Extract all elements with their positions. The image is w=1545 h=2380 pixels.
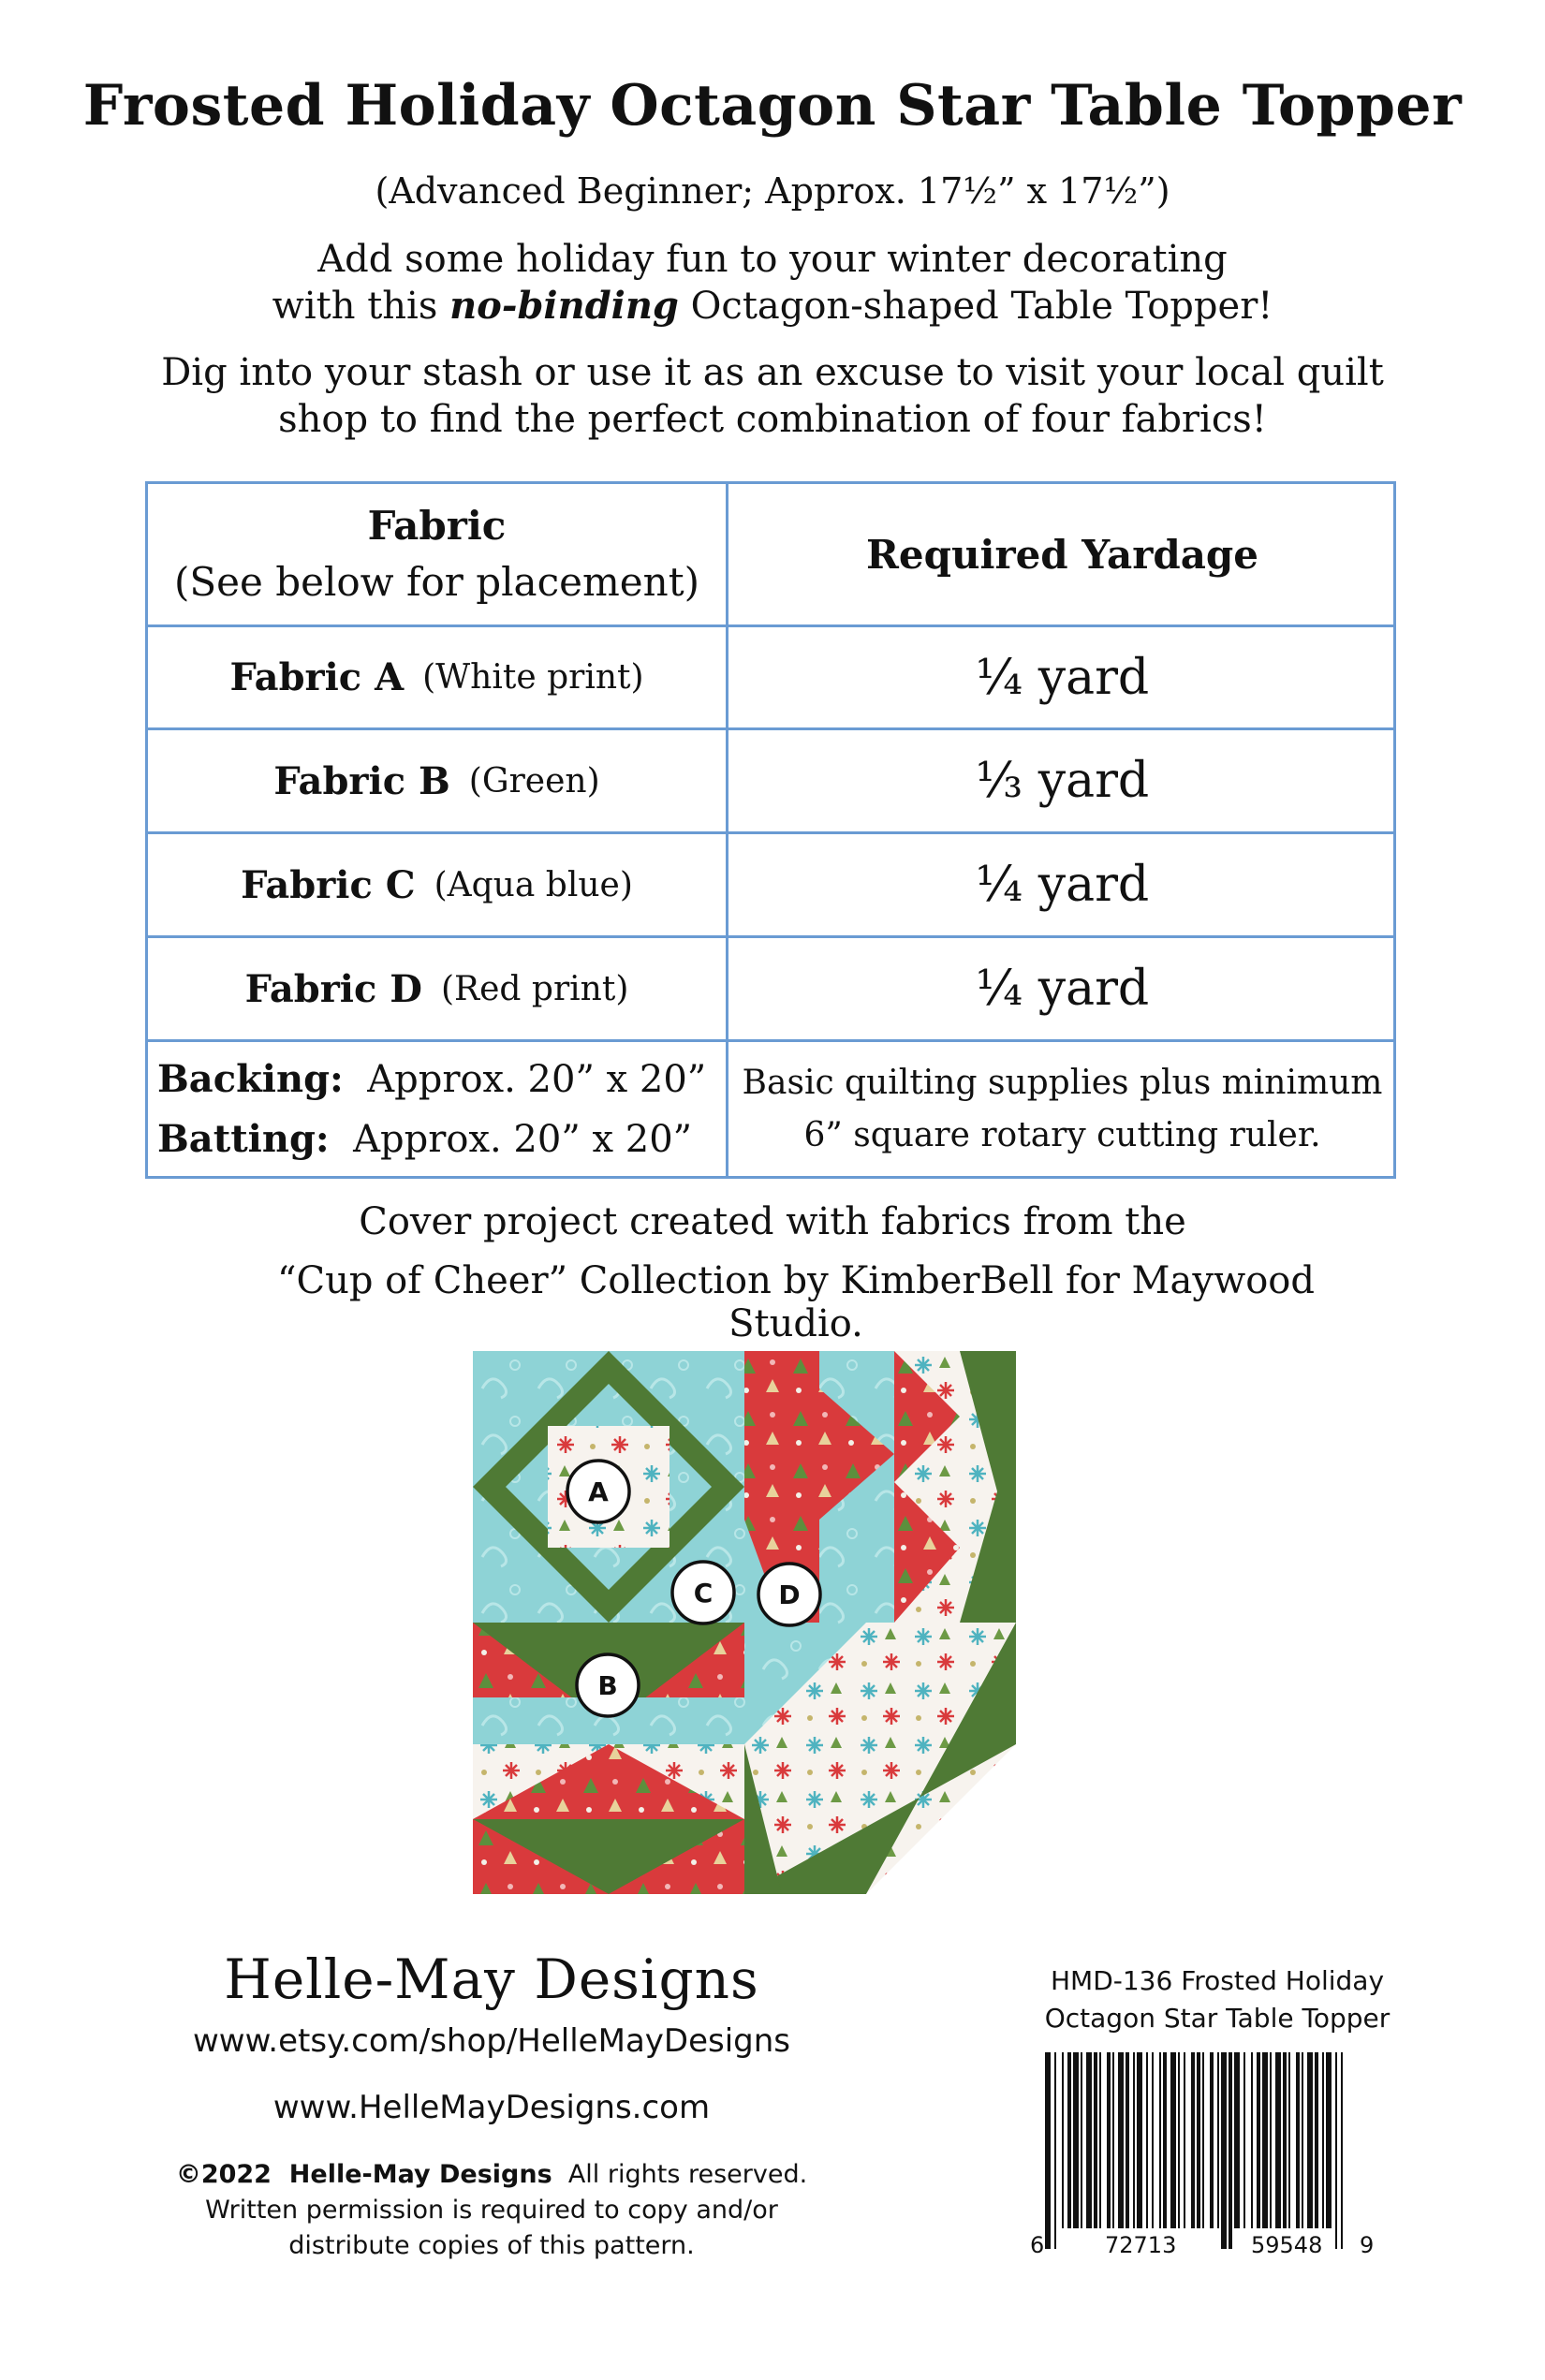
table-row xyxy=(148,627,726,727)
barcode-bar xyxy=(1152,2052,1154,2228)
batting-line xyxy=(157,1109,692,1169)
marker-a xyxy=(567,1461,629,1522)
website-link[interactable]: www.HelleMayDesigns.com xyxy=(272,2089,711,2126)
brand-logo-text: Helle-May Designs xyxy=(224,1947,759,2011)
fabric-yardage: ¼ yard xyxy=(975,857,1150,913)
fabric-name: Fabric B xyxy=(273,758,450,803)
barcode-bar xyxy=(1112,2052,1114,2228)
fabric-desc: (Green) xyxy=(468,761,600,801)
page-title: Frosted Holiday Octagon Star Table Topper xyxy=(82,73,1463,139)
product-line-2: Octagon Star Table Topper xyxy=(1044,2003,1390,2034)
barcode-bar xyxy=(1062,2052,1064,2228)
copyright-owner: Helle-May Designs xyxy=(288,2160,552,2189)
supplies-line-2: 6” square rotary cutting ruler. xyxy=(803,1115,1321,1154)
header-fabric-label: Fabric xyxy=(367,503,507,549)
fabric-credit-line-2: “Cup of Cheer” Collection by KimberBell for Maywood Studio. xyxy=(277,1259,1315,1345)
barcode-bar xyxy=(1296,2052,1300,2228)
barcode-bar xyxy=(1302,2052,1303,2228)
barcode-bar xyxy=(1178,2052,1180,2228)
barcode-bar xyxy=(1067,2052,1071,2228)
barcode-bar xyxy=(1288,2052,1290,2228)
intro-1-line-1: Add some holiday fun to your winter decorating xyxy=(317,238,1228,281)
barcode-bar xyxy=(1146,2052,1148,2228)
fabric-yardage: ¼ yard xyxy=(975,649,1150,706)
barcode-digit-last: 9 xyxy=(1360,2232,1375,2258)
barcode-bar xyxy=(1335,2052,1337,2249)
barcode-bar xyxy=(1126,2052,1129,2228)
barcode-bar xyxy=(1086,2052,1092,2228)
barcode-digits-left: 72713 xyxy=(1105,2232,1177,2258)
table-row xyxy=(148,834,726,935)
batting-label: Batting: xyxy=(157,1116,330,1161)
intro-2-line-1: Dig into your stash or use it as an excuse to visit your local quilt xyxy=(161,351,1384,394)
barcode-bar xyxy=(1133,2052,1135,2228)
fabric-yardage: ⅓ yard xyxy=(975,753,1150,809)
barcode-bar xyxy=(1191,2052,1195,2228)
barcode-bar xyxy=(1229,2052,1232,2249)
backing-value: Approx. 20” x 20” xyxy=(367,1057,707,1101)
barcode-bar xyxy=(1275,2052,1281,2228)
barcode-bar xyxy=(1270,2052,1272,2228)
barcode-bar xyxy=(1257,2052,1260,2228)
backing-line xyxy=(157,1050,706,1109)
barcode-bar xyxy=(1307,2052,1313,2228)
barcode-bar xyxy=(1159,2052,1161,2228)
quilt-illustration xyxy=(473,1351,1016,1894)
marker-d-label: D xyxy=(778,1579,801,1610)
barcode-bar xyxy=(1081,2052,1082,2228)
intro-paragraph-1 xyxy=(0,236,1545,330)
barcode-digits-right: 59548 xyxy=(1251,2232,1323,2258)
table-row xyxy=(148,730,726,831)
barcode-bar xyxy=(1197,2052,1200,2228)
backing-batting-cell xyxy=(157,1042,719,1176)
fabric-name: Fabric C xyxy=(241,862,416,907)
header-yardage-label: Required Yardage xyxy=(865,531,1259,578)
copyright-notice xyxy=(150,2157,833,2264)
copyright-line-1 xyxy=(150,2157,833,2193)
batting-value: Approx. 20” x 20” xyxy=(353,1117,693,1161)
marker-b-label: B xyxy=(597,1670,618,1701)
fabric-desc: (Aqua blue) xyxy=(434,865,633,904)
table-header-fabric xyxy=(148,484,726,624)
barcode-bar xyxy=(1202,2052,1204,2228)
barcode-bar xyxy=(1107,2052,1111,2228)
skill-size-subtitle: (Advanced Beginner; Approx. 17½” x 17½”) xyxy=(375,170,1170,212)
etsy-shop-link[interactable]: www.etsy.com/shop/HelleMayDesigns xyxy=(192,2022,790,2060)
barcode-bar xyxy=(1217,2052,1219,2228)
barcode-bar xyxy=(1283,2052,1287,2228)
fabric-requirements-table xyxy=(145,481,1396,1179)
fabric-credit-line-1: Cover project created with fabrics from the xyxy=(359,1200,1186,1243)
barcode-bar xyxy=(1322,2052,1324,2228)
barcode-bar xyxy=(1099,2052,1101,2228)
intro-1-line-2 xyxy=(0,283,1545,330)
marker-b xyxy=(577,1654,639,1716)
intro-paragraph-2 xyxy=(0,349,1545,443)
barcode-bar xyxy=(1118,2052,1124,2228)
intro-2-line-2: shop to find the perfect combination of four fabrics! xyxy=(278,398,1267,441)
barcode-bar xyxy=(1243,2052,1245,2228)
fabric-yardage: ¼ yard xyxy=(975,961,1150,1017)
copyright-year: ©2022 xyxy=(175,2160,272,2189)
product-label xyxy=(1002,1962,1433,2037)
barcode-bar xyxy=(1170,2052,1176,2228)
supplies-line-1: Basic quilting supplies plus minimum xyxy=(742,1063,1383,1102)
barcode-bar xyxy=(1054,2052,1056,2249)
barcode-digit-first: 6 xyxy=(1030,2232,1045,2258)
barcode-bar xyxy=(1221,2052,1227,2249)
barcode-bar xyxy=(1137,2052,1142,2228)
product-line-1: HMD-136 Frosted Holiday xyxy=(1050,1965,1385,1996)
intro-1-pre: with this xyxy=(272,285,438,328)
barcode-bar xyxy=(1251,2052,1253,2228)
intro-1-emphasis: no-binding xyxy=(449,284,679,328)
barcode-bar xyxy=(1315,2052,1318,2228)
copyright-rest: All rights reserved. xyxy=(567,2160,808,2189)
barcode-bar xyxy=(1073,2052,1079,2228)
barcode-bar xyxy=(1262,2052,1268,2228)
barcode-bar xyxy=(1163,2052,1167,2228)
fabric-desc: (White print) xyxy=(422,658,644,697)
barcode-bar xyxy=(1045,2052,1051,2249)
marker-c xyxy=(672,1562,734,1623)
table-header-yardage xyxy=(728,484,1396,624)
supplies-cell xyxy=(728,1042,1396,1176)
copyright-line-2: Written permission is required to copy and/or xyxy=(205,2196,778,2225)
table-row xyxy=(148,938,726,1039)
fabric-name: Fabric D xyxy=(244,966,422,1011)
marker-c-label: C xyxy=(693,1578,714,1609)
copyright-line-3: distribute copies of this pattern. xyxy=(288,2231,695,2260)
barcode-bar xyxy=(1184,2052,1185,2228)
barcode-bar xyxy=(1210,2052,1214,2228)
marker-d xyxy=(758,1564,820,1625)
header-fabric-note: (See below for placement) xyxy=(174,559,699,605)
barcode-bar xyxy=(1326,2052,1332,2228)
backing-label: Backing: xyxy=(157,1056,344,1101)
marker-a-label: A xyxy=(588,1476,609,1507)
barcode-bar xyxy=(1094,2052,1097,2228)
upc-barcode xyxy=(1041,2052,1350,2249)
fabric-name: Fabric A xyxy=(229,655,405,699)
barcode-bar xyxy=(1234,2052,1240,2228)
intro-1-post: Octagon-shaped Table Topper! xyxy=(690,285,1273,328)
barcode-bar xyxy=(1341,2052,1343,2249)
fabric-desc: (Red print) xyxy=(440,969,629,1008)
